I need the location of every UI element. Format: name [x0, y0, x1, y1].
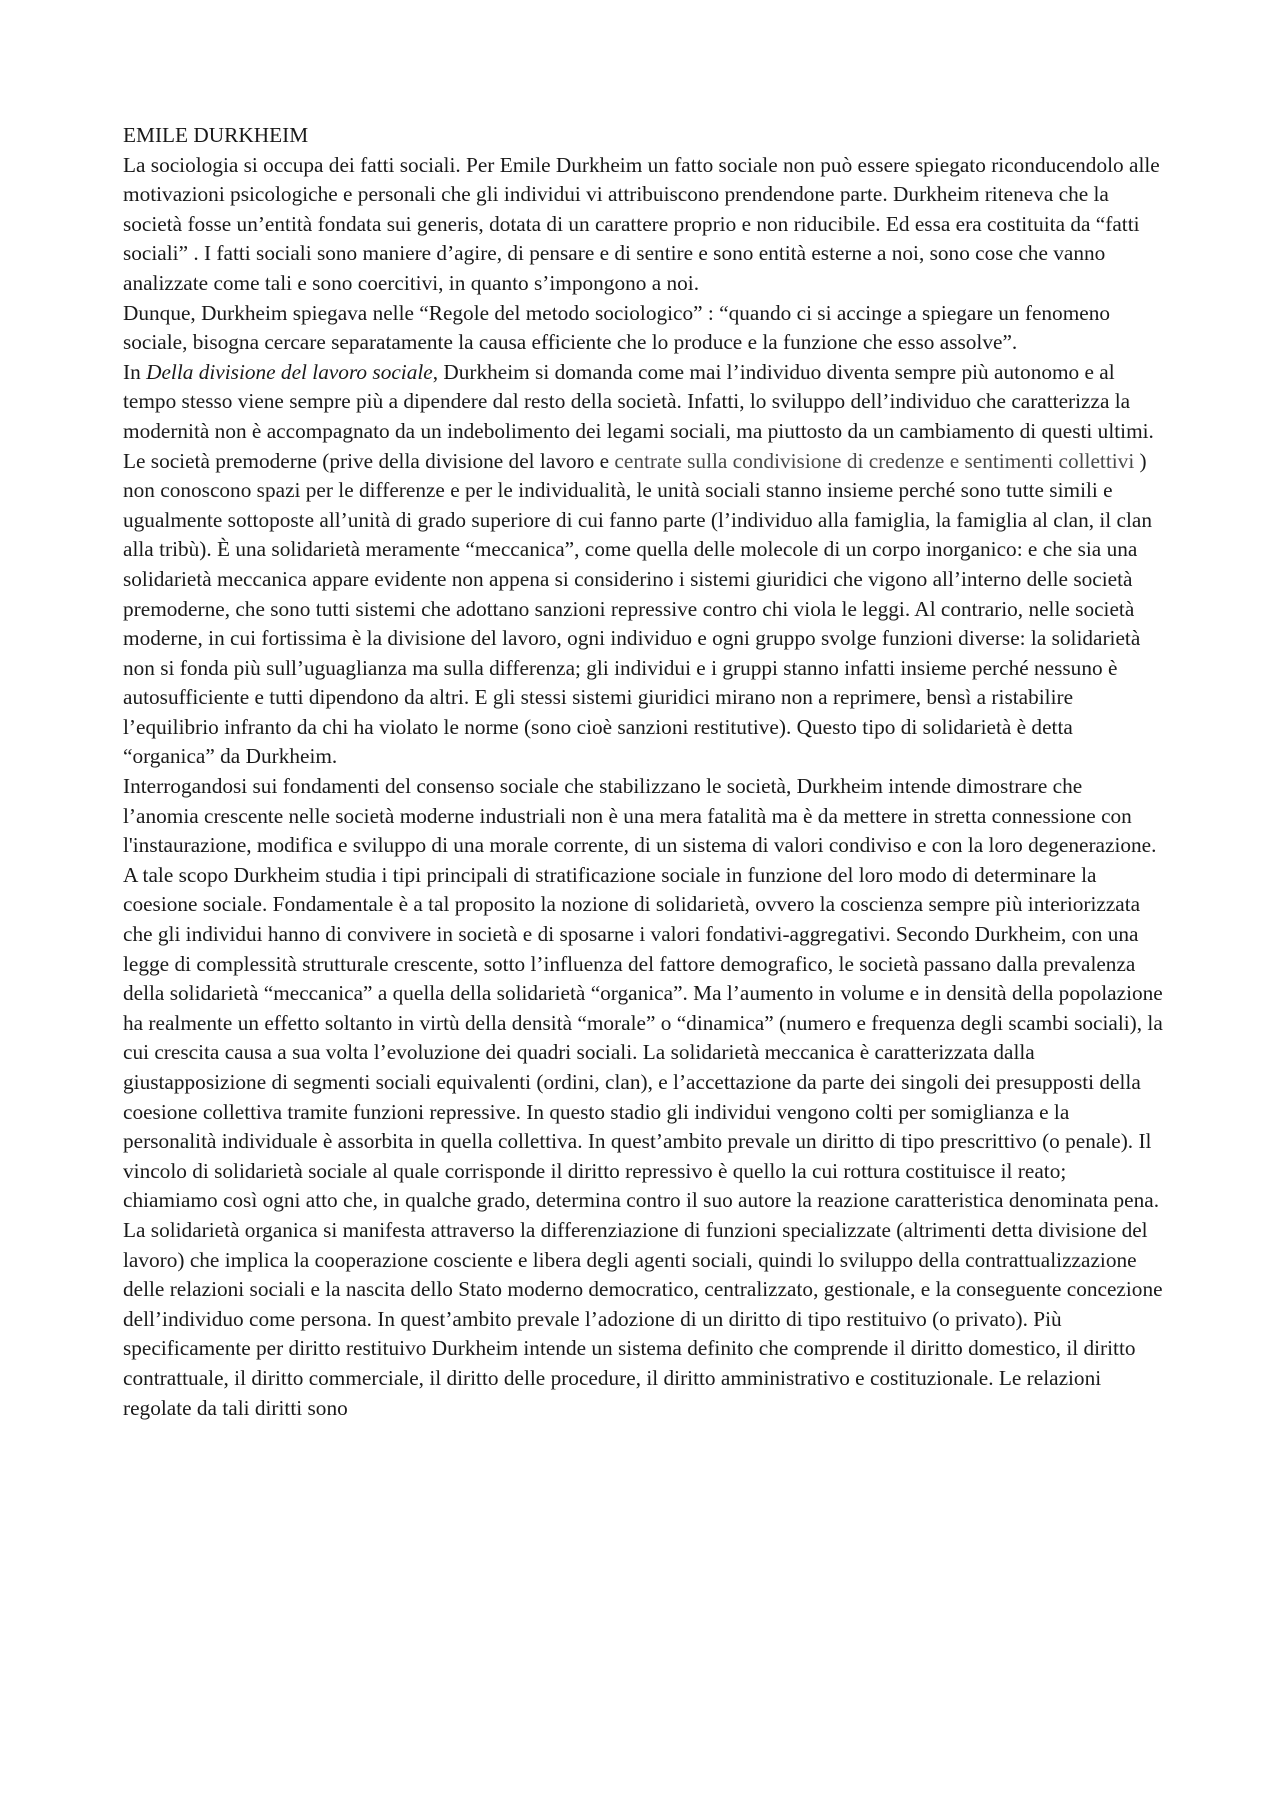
- paragraph-solidarieta: Interrogandosi sui fondamenti del consenso sociale che stabilizzano le società, Durkheim intende dimostrare che l’anomia crescente nelle società moderne industriali non è una mera fatalità ma è da mettere in stretta connessione con l'instaurazione, modifica e sviluppo di una morale corrente, di un sistema di valori condiviso e con la loro degenerazione. A tale scopo Durkheim studia i tipi principali di stratificazione sociale in funzione del loro modo di determinare la coesione sociale. Fondamentale è a tal proposito la nozione di solidarietà, ovvero la coscienza sempre più interiorizzata che gli individui hanno di convivere in società e di sposarne i valori fondativi-aggregativi. Secondo Durkheim, con una legge di complessità strutturale crescente, sotto l’influenza del fattore demografico, le società passano dalla prevalenza della solidarietà “meccanica” a quella della solidarietà “organica”. Ma l’aumento in volume e in densità della popolazione ha realmente un effetto soltanto in virtù della densità “morale” o “dinamica” (numero e frequenza degli scambi sociali), la cui crescita causa a sua volta l’evoluzione dei quadri sociali. La solidarietà meccanica è caratterizzata dalla giustapposizione di segmenti sociali equivalenti (ordini, clan), e l’accettazione da parte dei singoli dei presupposti della coesione collettiva tramite funzioni repressive. In questo stadio gli individui vengono colti per somiglianza e la personalità individuale è assorbita in quella collettiva. In quest’ambito prevale un diritto di tipo prescrittivo (o penale). Il vincolo di solidarietà sociale al quale corrisponde il diritto repressivo è quello la cui rottura costituisce il reato; chiamiamo così ogni atto che, in qualche grado, determina contro il suo autore la reazione caratteristica denominata pena. La solidarietà organica si manifesta attraverso la differenziazione di funzioni specializzate (altrimenti detta divisione del lavoro) che implica la cooperazione cosciente e libera degli agenti sociali, quindi lo sviluppo della contrattualizzazione delle relazioni sociali e la nascita dello Stato moderno democratico, centralizzato, gestionale, e la conseguente concezione dell’individuo come persona. In quest’ambito prevale l’adozione di un diritto di tipo restituivo (o privato). Più specificamente per diritto restituivo Durkheim intende un sistema definito che comprende il diritto domestico, il diritto contrattuale, il diritto commerciale, il diritto delle procedure, il diritto amministrativo e costituzionale. Le relazioni regolate da tali diritti sono: [123, 774, 1163, 1420]
- paragraph-divisione-end: ) non conoscono spazi per le differenze e per le individualità, le unità sociali stanno insieme perché sono tutte simili e ugualmente sottoposte all’unità di grado superiore di cui fanno parte (l’individuo alla famiglia, la famiglia al clan, il clan alla tribù). È una solidarietà meramente “meccanica”, come quella delle molecole di un corpo inorganico: e che sia una solidarietà meccanica appare evidente non appena si considerino i sistemi giuridici che vigono all’interno delle società premoderne, che sono tutti sistemi che adottano sanzioni repressive contro chi viola le leggi. Al contrario, nelle società moderne, in cui fortissima è la divisione del lavoro, ogni individuo e ogni gruppo svolge funzioni diverse: la solidarietà non si fonda più sull’uguaglianza ma sulla differenza; gli individui e i gruppi stanno infatti insieme perché nessuno è autosufficiente e tutti dipendono da altri. E gli stessi sistemi giuridici mirano non a reprimere, bensì a ristabilire l’equilibrio infranto da chi ha violato le norme (sono cioè sanzioni restitutive). Questo tipo di solidarietà è detta “organica” da Durkheim.: [123, 448, 1153, 769]
- document-page: [123, 121, 1163, 1423]
- paragraph-regole: Dunque, Durkheim spiegava nelle “Regole del metodo sociologico” : “quando ci si accinge a spiegare un fenomeno sociale, bisogna cercare separatamente la causa efficiente che lo produce e la funzione che esso assolve”.: [123, 300, 1111, 355]
- paragraph-divisione-start: In: [123, 359, 147, 384]
- paragraph-divisione-highlight: centrate sulla condivisione di credenze e sentimenti collettivi: [614, 448, 1135, 473]
- book-title: Della divisione del lavoro sociale: [146, 359, 433, 384]
- paragraph-intro: La sociologia si occupa dei fatti sociali. Per Emile Durkheim un fatto sociale non può essere spiegato riconducendolo alle motivazioni psicologiche e personali che gli individui vi attribuiscono prendendone parte. Durkheim riteneva che la società fosse un’entità fondata sui generis, dotata di un carattere proprio e non riducibile. Ed essa era costituita da “fatti sociali” . I fatti sociali sono maniere d’agire, di pensare e di sentire e sono entità esterne a noi, sono cose che vanno analizzate come tali e sono coercitivi, in quanto s’impongono a noi.: [123, 152, 1160, 295]
- document-title: EMILE DURKHEIM: [123, 123, 309, 147]
- paragraph-divisione-middle: , Durkheim si domanda come mai l’individuo diventa sempre più autonomo e al tempo stesso viene sempre più a dipendere dal resto della società. Infatti, lo sviluppo dell’individuo che caratterizza la modernità non è accompagnato da un indebolimento dei legami sociali, ma piuttosto da un cambiamento di questi ultimi. Le società premoderne (prive della divisione del lavoro e: [123, 359, 1154, 473]
- paragraph-divisione: [123, 358, 1163, 772]
